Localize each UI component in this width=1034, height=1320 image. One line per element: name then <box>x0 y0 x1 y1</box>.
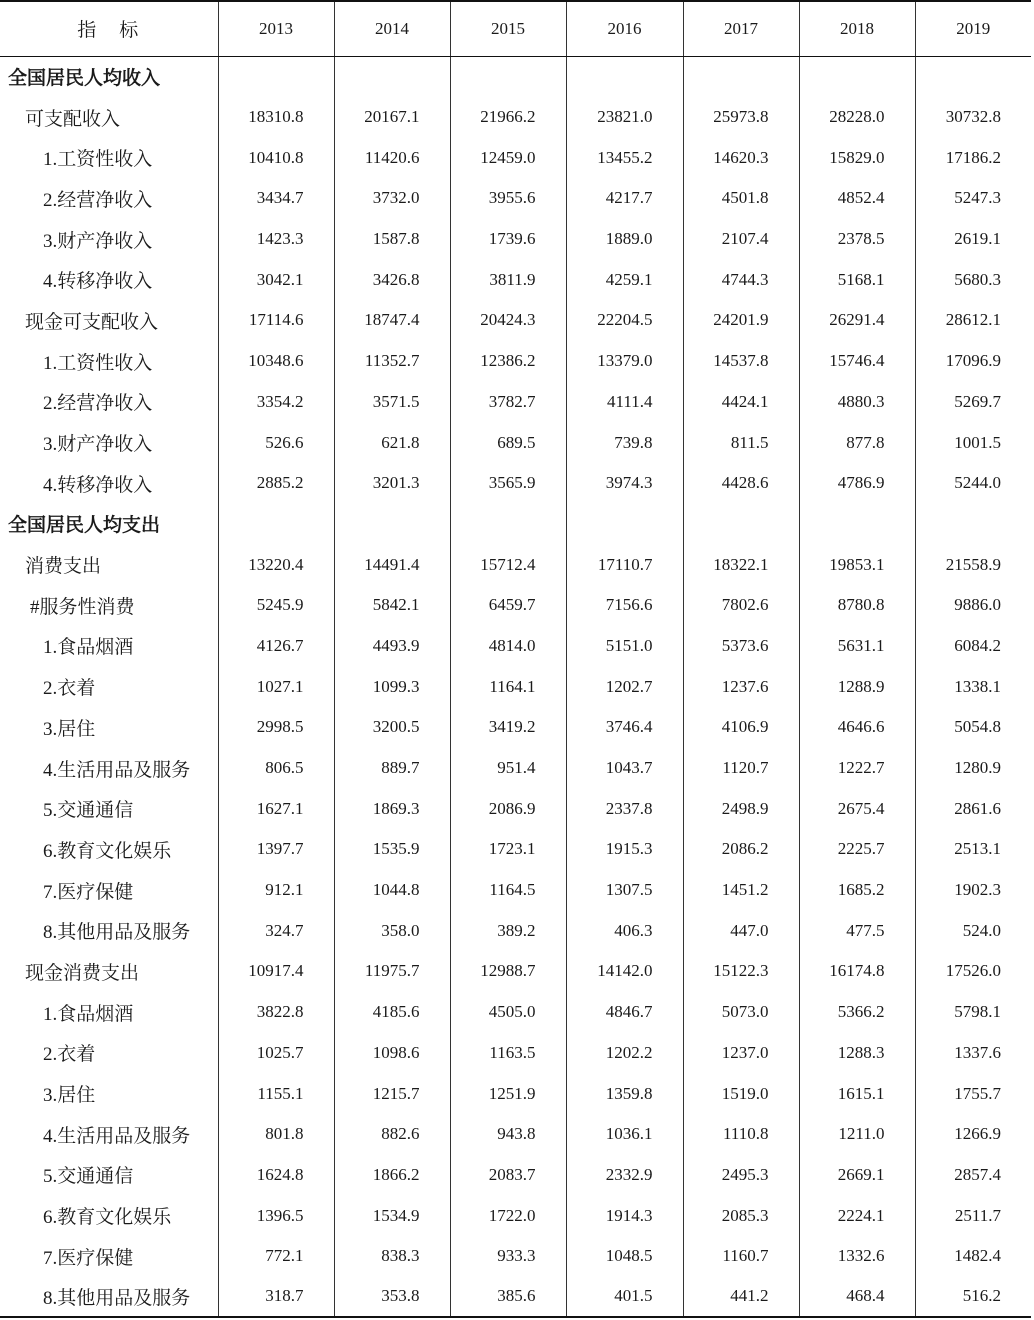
value-cell: 1482.4 <box>915 1236 1031 1277</box>
value-cell: 2998.5 <box>218 707 334 748</box>
item-row <box>0 1277 1031 1318</box>
value-cell: 1397.7 <box>218 829 334 870</box>
value-cell: 3354.2 <box>218 382 334 423</box>
value-cell: 1237.0 <box>683 1033 799 1074</box>
value-cell: 1163.5 <box>450 1033 566 1074</box>
empty-cell <box>566 56 683 97</box>
row-label: 6.教育文化娱乐 <box>43 840 172 862</box>
row-label: 全国居民人均支出 <box>8 515 161 537</box>
row-label: 4.生活用品及服务 <box>43 759 191 781</box>
value-cell: 4424.1 <box>683 382 799 423</box>
item-row <box>0 178 1031 219</box>
value-cell: 24201.9 <box>683 300 799 341</box>
value-cell: 1914.3 <box>566 1195 683 1236</box>
row-label: 消费支出 <box>25 556 102 578</box>
value-cell: 2511.7 <box>915 1195 1031 1236</box>
value-cell: 1755.7 <box>915 1073 1031 1114</box>
value-cell: 1615.1 <box>799 1073 915 1114</box>
value-cell: 1025.7 <box>218 1033 334 1074</box>
value-cell: 1869.3 <box>334 788 450 829</box>
row-label: 2.经营净收入 <box>43 393 153 415</box>
row-label: #服务性消费 <box>30 596 135 618</box>
value-cell: 18747.4 <box>334 300 450 341</box>
value-cell: 16174.8 <box>799 951 915 992</box>
value-cell: 5269.7 <box>915 382 1031 423</box>
value-cell: 11352.7 <box>334 341 450 382</box>
value-cell: 1048.5 <box>566 1236 683 1277</box>
empty-cell <box>218 504 334 545</box>
value-cell: 1519.0 <box>683 1073 799 1114</box>
value-cell: 524.0 <box>915 910 1031 951</box>
value-cell: 447.0 <box>683 910 799 951</box>
value-cell: 689.5 <box>450 422 566 463</box>
value-cell: 28612.1 <box>915 300 1031 341</box>
value-cell: 10348.6 <box>218 341 334 382</box>
value-cell: 22204.5 <box>566 300 683 341</box>
value-cell: 1535.9 <box>334 829 450 870</box>
value-cell: 1211.0 <box>799 1114 915 1155</box>
row-label: 7.医疗保健 <box>43 1247 134 1269</box>
value-cell: 1902.3 <box>915 870 1031 911</box>
value-cell: 1160.7 <box>683 1236 799 1277</box>
value-cell: 4786.9 <box>799 463 915 504</box>
value-cell: 1866.2 <box>334 1155 450 1196</box>
item-row <box>0 1114 1031 1155</box>
empty-cell <box>915 504 1031 545</box>
value-cell: 15712.4 <box>450 544 566 585</box>
value-cell: 441.2 <box>683 1277 799 1318</box>
value-cell: 889.7 <box>334 748 450 789</box>
item-row <box>0 910 1031 951</box>
value-cell: 4846.7 <box>566 992 683 1033</box>
value-cell: 2086.2 <box>683 829 799 870</box>
empty-cell <box>915 56 1031 97</box>
value-cell: 7156.6 <box>566 585 683 626</box>
value-cell: 13220.4 <box>218 544 334 585</box>
value-cell: 3200.5 <box>334 707 450 748</box>
value-cell: 1288.3 <box>799 1033 915 1074</box>
value-cell: 14491.4 <box>334 544 450 585</box>
item-row <box>0 341 1031 382</box>
header-year: 2013 <box>218 1 334 56</box>
row-label: 4.转移净收入 <box>43 474 153 496</box>
value-cell: 353.8 <box>334 1277 450 1318</box>
value-cell: 1722.0 <box>450 1195 566 1236</box>
value-cell: 2225.7 <box>799 829 915 870</box>
value-cell: 1337.6 <box>915 1033 1031 1074</box>
value-cell: 1164.5 <box>450 870 566 911</box>
value-cell: 1587.8 <box>334 219 450 260</box>
value-cell: 1359.8 <box>566 1073 683 1114</box>
value-cell: 1288.9 <box>799 666 915 707</box>
row-label: 1.工资性收入 <box>43 352 153 374</box>
value-cell: 4814.0 <box>450 626 566 667</box>
value-cell: 28228.0 <box>799 97 915 138</box>
value-cell: 3042.1 <box>218 259 334 300</box>
value-cell: 1266.9 <box>915 1114 1031 1155</box>
value-cell: 3201.3 <box>334 463 450 504</box>
header-indicator: 指 标 <box>0 1 218 56</box>
value-cell: 2107.4 <box>683 219 799 260</box>
value-cell: 4852.4 <box>799 178 915 219</box>
value-cell: 4185.6 <box>334 992 450 1033</box>
group-row <box>0 544 1031 585</box>
value-cell: 5168.1 <box>799 259 915 300</box>
value-cell: 385.6 <box>450 1277 566 1318</box>
value-cell: 30732.8 <box>915 97 1031 138</box>
group-row <box>0 97 1031 138</box>
value-cell: 5680.3 <box>915 259 1031 300</box>
value-cell: 1098.6 <box>334 1033 450 1074</box>
value-cell: 5073.0 <box>683 992 799 1033</box>
value-cell: 2224.1 <box>799 1195 915 1236</box>
value-cell: 2083.7 <box>450 1155 566 1196</box>
empty-cell <box>683 504 799 545</box>
value-cell: 806.5 <box>218 748 334 789</box>
item-row <box>0 748 1031 789</box>
item-row <box>0 382 1031 423</box>
value-cell: 3434.7 <box>218 178 334 219</box>
value-cell: 318.7 <box>218 1277 334 1318</box>
value-cell: 1202.2 <box>566 1033 683 1074</box>
value-cell: 477.5 <box>799 910 915 951</box>
value-cell: 1624.8 <box>218 1155 334 1196</box>
value-cell: 17114.6 <box>218 300 334 341</box>
value-cell: 5842.1 <box>334 585 450 626</box>
value-cell: 772.1 <box>218 1236 334 1277</box>
value-cell: 1120.7 <box>683 748 799 789</box>
empty-cell <box>334 56 450 97</box>
value-cell: 1280.9 <box>915 748 1031 789</box>
header-year: 2016 <box>566 1 683 56</box>
item-row <box>0 463 1031 504</box>
header-year: 2014 <box>334 1 450 56</box>
value-cell: 4744.3 <box>683 259 799 300</box>
value-cell: 739.8 <box>566 422 683 463</box>
value-cell: 4501.8 <box>683 178 799 219</box>
value-cell: 13455.2 <box>566 137 683 178</box>
value-cell: 1222.7 <box>799 748 915 789</box>
empty-cell <box>334 504 450 545</box>
value-cell: 12459.0 <box>450 137 566 178</box>
value-cell: 6459.7 <box>450 585 566 626</box>
value-cell: 3426.8 <box>334 259 450 300</box>
value-cell: 838.3 <box>334 1236 450 1277</box>
row-label: 5.交通通信 <box>43 1166 134 1188</box>
value-cell: 2337.8 <box>566 788 683 829</box>
item-row <box>0 1195 1031 1236</box>
table-body <box>0 56 1031 1317</box>
value-cell: 1739.6 <box>450 219 566 260</box>
row-label: 8.其他用品及服务 <box>0 1277 218 1318</box>
row-label: 1.工资性收入 <box>43 149 153 171</box>
value-cell: 1534.9 <box>334 1195 450 1236</box>
item-row <box>0 1236 1031 1277</box>
value-cell: 11420.6 <box>334 137 450 178</box>
value-cell: 1685.2 <box>799 870 915 911</box>
value-cell: 1202.7 <box>566 666 683 707</box>
value-cell: 2675.4 <box>799 788 915 829</box>
value-cell: 17110.7 <box>566 544 683 585</box>
row-label: 可支配收入 <box>25 108 121 130</box>
row-label: 1.食品烟酒 <box>43 637 134 659</box>
value-cell: 10917.4 <box>218 951 334 992</box>
item-row <box>0 992 1031 1033</box>
value-cell: 5798.1 <box>915 992 1031 1033</box>
value-cell: 23821.0 <box>566 97 683 138</box>
value-cell: 5631.1 <box>799 626 915 667</box>
empty-cell <box>218 56 334 97</box>
value-cell: 21966.2 <box>450 97 566 138</box>
row-label: 现金消费支出 <box>25 962 140 984</box>
empty-cell <box>450 56 566 97</box>
item-row <box>0 666 1031 707</box>
value-cell: 1423.3 <box>218 219 334 260</box>
item-row <box>0 788 1031 829</box>
value-cell: 1043.7 <box>566 748 683 789</box>
section-row <box>0 504 1031 545</box>
value-cell: 933.3 <box>450 1236 566 1277</box>
value-cell: 13379.0 <box>566 341 683 382</box>
value-cell: 15122.3 <box>683 951 799 992</box>
value-cell: 11975.7 <box>334 951 450 992</box>
value-cell: 358.0 <box>334 910 450 951</box>
value-cell: 912.1 <box>218 870 334 911</box>
value-cell: 17526.0 <box>915 951 1031 992</box>
value-cell: 3571.5 <box>334 382 450 423</box>
value-cell: 1110.8 <box>683 1114 799 1155</box>
item-row <box>0 870 1031 911</box>
value-cell: 1164.1 <box>450 666 566 707</box>
value-cell: 5366.2 <box>799 992 915 1033</box>
empty-cell <box>566 504 683 545</box>
value-cell: 1723.1 <box>450 829 566 870</box>
value-cell: 17096.9 <box>915 341 1031 382</box>
header-year: 2017 <box>683 1 799 56</box>
item-row <box>0 422 1031 463</box>
row-label: 3.财产净收入 <box>43 434 153 456</box>
value-cell: 20424.3 <box>450 300 566 341</box>
row-label: 4.转移净收入 <box>43 271 153 293</box>
value-cell: 15829.0 <box>799 137 915 178</box>
value-cell: 14620.3 <box>683 137 799 178</box>
value-cell: 2498.9 <box>683 788 799 829</box>
value-cell: 801.8 <box>218 1114 334 1155</box>
value-cell: 5245.9 <box>218 585 334 626</box>
row-label: 4.生活用品及服务 <box>43 1125 191 1147</box>
value-cell: 8780.8 <box>799 585 915 626</box>
value-cell: 4493.9 <box>334 626 450 667</box>
value-cell: 5373.6 <box>683 626 799 667</box>
value-cell: 7802.6 <box>683 585 799 626</box>
value-cell: 1915.3 <box>566 829 683 870</box>
value-cell: 12386.2 <box>450 341 566 382</box>
row-label: 8.其他用品及服务 <box>43 922 191 944</box>
empty-cell <box>683 56 799 97</box>
value-cell: 5151.0 <box>566 626 683 667</box>
row-label: 5.交通通信 <box>43 800 134 822</box>
value-cell: 1001.5 <box>915 422 1031 463</box>
value-cell: 3746.4 <box>566 707 683 748</box>
value-cell: 1099.3 <box>334 666 450 707</box>
header-year: 2019 <box>915 1 1031 56</box>
value-cell: 20167.1 <box>334 97 450 138</box>
value-cell: 14537.8 <box>683 341 799 382</box>
value-cell: 1627.1 <box>218 788 334 829</box>
item-row <box>0 1033 1031 1074</box>
value-cell: 4505.0 <box>450 992 566 1033</box>
value-cell: 516.2 <box>915 1277 1031 1318</box>
value-cell: 2378.5 <box>799 219 915 260</box>
item-row <box>0 626 1031 667</box>
value-cell: 4646.6 <box>799 707 915 748</box>
value-cell: 2861.6 <box>915 788 1031 829</box>
row-label: 6.教育文化娱乐 <box>43 1207 172 1229</box>
section-row <box>0 56 1031 97</box>
value-cell: 4126.7 <box>218 626 334 667</box>
value-cell: 5054.8 <box>915 707 1031 748</box>
item-row <box>0 1155 1031 1196</box>
value-cell: 1155.1 <box>218 1073 334 1114</box>
value-cell: 9886.0 <box>915 585 1031 626</box>
empty-cell <box>799 504 915 545</box>
value-cell: 2619.1 <box>915 219 1031 260</box>
row-label: 2.经营净收入 <box>43 189 153 211</box>
value-cell: 1237.6 <box>683 666 799 707</box>
value-cell: 10410.8 <box>218 137 334 178</box>
value-cell: 18322.1 <box>683 544 799 585</box>
value-cell: 1396.5 <box>218 1195 334 1236</box>
value-cell: 19853.1 <box>799 544 915 585</box>
value-cell: 5244.0 <box>915 463 1031 504</box>
value-cell: 4880.3 <box>799 382 915 423</box>
value-cell: 2332.9 <box>566 1155 683 1196</box>
value-cell: 4217.7 <box>566 178 683 219</box>
group-row <box>0 300 1031 341</box>
value-cell: 3822.8 <box>218 992 334 1033</box>
header-year: 2015 <box>450 1 566 56</box>
value-cell: 17186.2 <box>915 137 1031 178</box>
value-cell: 526.6 <box>218 422 334 463</box>
value-cell: 1251.9 <box>450 1073 566 1114</box>
value-cell: 3955.6 <box>450 178 566 219</box>
row-label: 现金可支配收入 <box>25 311 159 333</box>
value-cell: 15746.4 <box>799 341 915 382</box>
value-cell: 1451.2 <box>683 870 799 911</box>
group-row <box>0 951 1031 992</box>
item-row <box>0 1073 1031 1114</box>
value-cell: 12988.7 <box>450 951 566 992</box>
header-year: 2018 <box>799 1 915 56</box>
value-cell: 1044.8 <box>334 870 450 911</box>
value-cell: 877.8 <box>799 422 915 463</box>
value-cell: 2885.2 <box>218 463 334 504</box>
empty-cell <box>450 504 566 545</box>
value-cell: 943.8 <box>450 1114 566 1155</box>
row-label: 3.财产净收入 <box>43 230 153 252</box>
value-cell: 5247.3 <box>915 178 1031 219</box>
value-cell: 4259.1 <box>566 259 683 300</box>
value-cell: 3974.3 <box>566 463 683 504</box>
row-label: 3.居住 <box>43 1085 96 1107</box>
value-cell: 2085.3 <box>683 1195 799 1236</box>
value-cell: 1338.1 <box>915 666 1031 707</box>
row-label: 3.居住 <box>43 718 96 740</box>
value-cell: 2513.1 <box>915 829 1031 870</box>
value-cell: 811.5 <box>683 422 799 463</box>
value-cell: 1036.1 <box>566 1114 683 1155</box>
value-cell: 1889.0 <box>566 219 683 260</box>
value-cell: 401.5 <box>566 1277 683 1318</box>
value-cell: 4111.4 <box>566 382 683 423</box>
value-cell: 389.2 <box>450 910 566 951</box>
value-cell: 3811.9 <box>450 259 566 300</box>
value-cell: 3419.2 <box>450 707 566 748</box>
value-cell: 4428.6 <box>683 463 799 504</box>
table-header-row <box>0 1 1031 56</box>
item-row <box>0 219 1031 260</box>
item-row <box>0 137 1031 178</box>
item-row <box>0 707 1031 748</box>
value-cell: 6084.2 <box>915 626 1031 667</box>
value-cell: 2495.3 <box>683 1155 799 1196</box>
table-header <box>0 1 1031 56</box>
value-cell: 2669.1 <box>799 1155 915 1196</box>
item-row <box>0 259 1031 300</box>
value-cell: 468.4 <box>799 1277 915 1318</box>
value-cell: 951.4 <box>450 748 566 789</box>
value-cell: 3782.7 <box>450 382 566 423</box>
value-cell: 621.8 <box>334 422 450 463</box>
row-label: 全国居民人均收入 <box>8 68 161 90</box>
value-cell: 2857.4 <box>915 1155 1031 1196</box>
value-cell: 4106.9 <box>683 707 799 748</box>
value-cell: 324.7 <box>218 910 334 951</box>
value-cell: 1332.6 <box>799 1236 915 1277</box>
value-cell: 406.3 <box>566 910 683 951</box>
value-cell: 1215.7 <box>334 1073 450 1114</box>
item-row <box>0 585 1031 626</box>
value-cell: 21558.9 <box>915 544 1031 585</box>
value-cell: 2086.9 <box>450 788 566 829</box>
value-cell: 14142.0 <box>566 951 683 992</box>
value-cell: 1027.1 <box>218 666 334 707</box>
value-cell: 26291.4 <box>799 300 915 341</box>
value-cell: 18310.8 <box>218 97 334 138</box>
row-label: 1.食品烟酒 <box>43 1003 134 1025</box>
value-cell: 1307.5 <box>566 870 683 911</box>
value-cell: 3565.9 <box>450 463 566 504</box>
value-cell: 25973.8 <box>683 97 799 138</box>
value-cell: 882.6 <box>334 1114 450 1155</box>
empty-cell <box>799 56 915 97</box>
row-label: 2.衣着 <box>43 1044 96 1066</box>
row-label: 7.医疗保健 <box>43 881 134 903</box>
item-row <box>0 829 1031 870</box>
row-label: 2.衣着 <box>43 678 96 700</box>
value-cell: 3732.0 <box>334 178 450 219</box>
